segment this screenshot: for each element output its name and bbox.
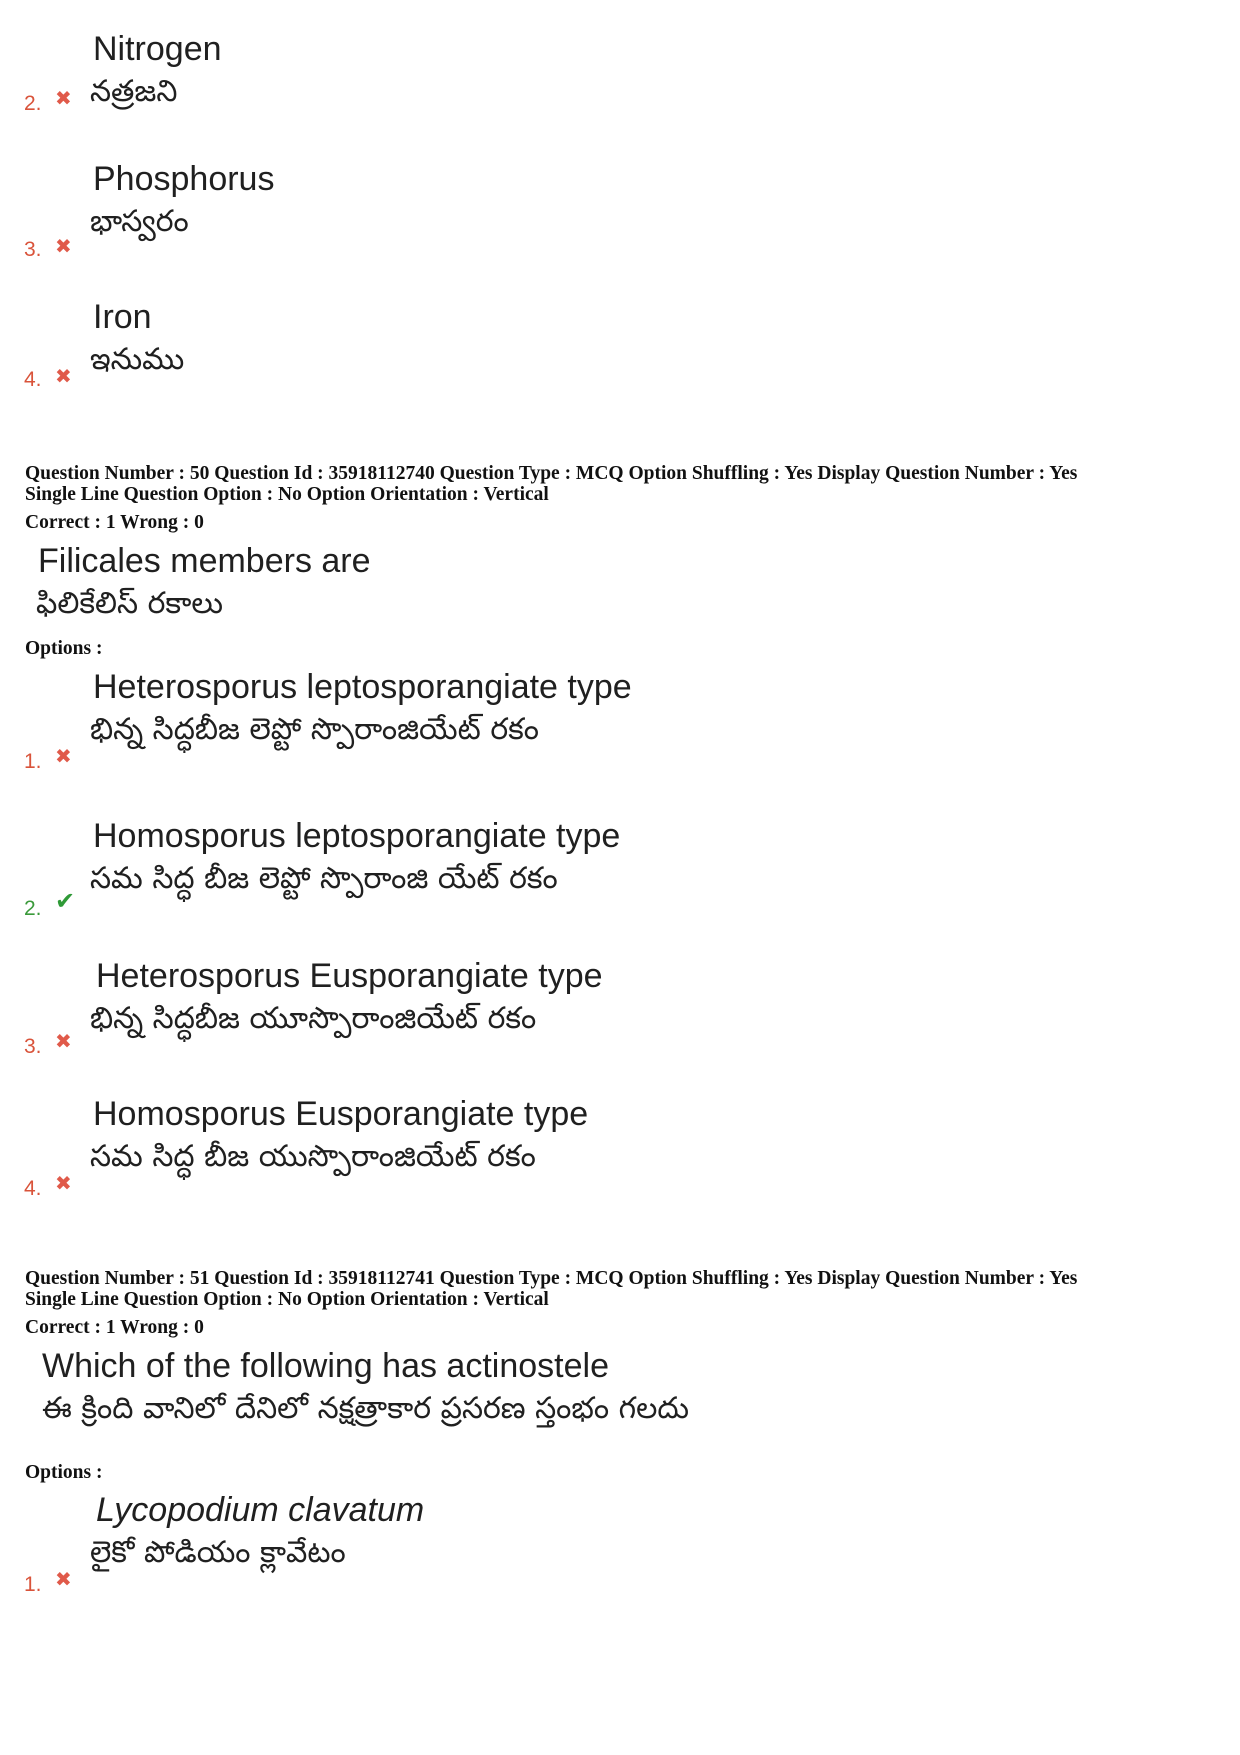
option-number: 4.	[24, 368, 42, 391]
option-text-te: భిన్న సిద్ధబీజ లెప్టో స్పొరాంజియేట్ రకం	[90, 712, 539, 747]
question-text-te: ఫిలికేలిస్ రకాలు	[36, 586, 224, 621]
question-text-en: Which of the following has actinostele	[42, 1347, 609, 1385]
option-number: 2.	[24, 897, 42, 920]
option-number: 2.	[24, 92, 42, 115]
option-text-te: సమ సిద్ధ బీజ యుస్పొరాంజియేట్ రకం	[90, 1139, 536, 1174]
wrong-cross-icon: ✖	[55, 234, 72, 258]
option-text-en: Phosphorus	[93, 160, 275, 198]
wrong-cross-icon: ✖	[55, 86, 72, 110]
option-text-en: Homosporus Eusporangiate type	[93, 1095, 589, 1133]
option-text-te: భాస్వరం	[90, 204, 189, 239]
option-text-en: Nitrogen	[93, 30, 222, 68]
option-text-en: Homosporus leptosporangiate type	[93, 817, 621, 855]
option-number: 4.	[24, 1177, 42, 1200]
options-label: Options :	[25, 638, 103, 659]
option-text-te: లైకో పోడియం క్లావేటం	[90, 1535, 346, 1570]
option-text-te: భిన్న సిద్ధబీజ యూస్పొరాంజియేట్ రకం	[90, 1001, 537, 1036]
option-number: 3.	[24, 238, 42, 261]
option-text-te: ఇనుము	[90, 342, 185, 377]
question-score: Correct : 1 Wrong : 0	[25, 512, 204, 533]
wrong-cross-icon: ✖	[55, 1029, 72, 1053]
option-text-te: నత్రజని	[90, 74, 178, 109]
question-text-en: Filicales members are	[38, 542, 371, 580]
option-text-en: Heterosporus leptosporangiate type	[93, 668, 632, 706]
wrong-cross-icon: ✖	[55, 744, 72, 768]
question-meta-line1: Question Number : 50 Question Id : 35918112740 Question Type : MCQ Option Shuffling : Yes Display Question Number : Yes	[25, 463, 1078, 484]
question-meta-line2: Single Line Question Option : No Option Orientation : Vertical	[25, 484, 549, 505]
option-text-en: Heterosporus Eusporangiate type	[96, 957, 603, 995]
question-meta-line2: Single Line Question Option : No Option Orientation : Vertical	[25, 1289, 549, 1310]
wrong-cross-icon: ✖	[55, 364, 72, 388]
option-number: 1.	[24, 750, 42, 773]
wrong-cross-icon: ✖	[55, 1171, 72, 1195]
options-label: Options :	[25, 1462, 103, 1483]
wrong-cross-icon: ✖	[55, 1567, 72, 1591]
question-meta-line1: Question Number : 51 Question Id : 35918112741 Question Type : MCQ Option Shuffling : Yes Display Question Number : Yes	[25, 1268, 1078, 1289]
option-number: 3.	[24, 1035, 42, 1058]
option-text-te: సమ సిద్ధ బీజ లెప్టో స్పొరాంజి యేట్ రకం	[90, 861, 558, 896]
question-score: Correct : 1 Wrong : 0	[25, 1317, 204, 1338]
option-text-en: Iron	[93, 298, 152, 336]
question-text-te: ఈ క్రింది వానిలో దేనిలో నక్షత్రాకార ప్రసరణ స్తంభం గలదు	[42, 1391, 689, 1426]
option-text-en: Lycopodium clavatum	[96, 1491, 425, 1529]
correct-check-icon: ✔	[55, 887, 76, 915]
option-number: 1.	[24, 1573, 42, 1596]
